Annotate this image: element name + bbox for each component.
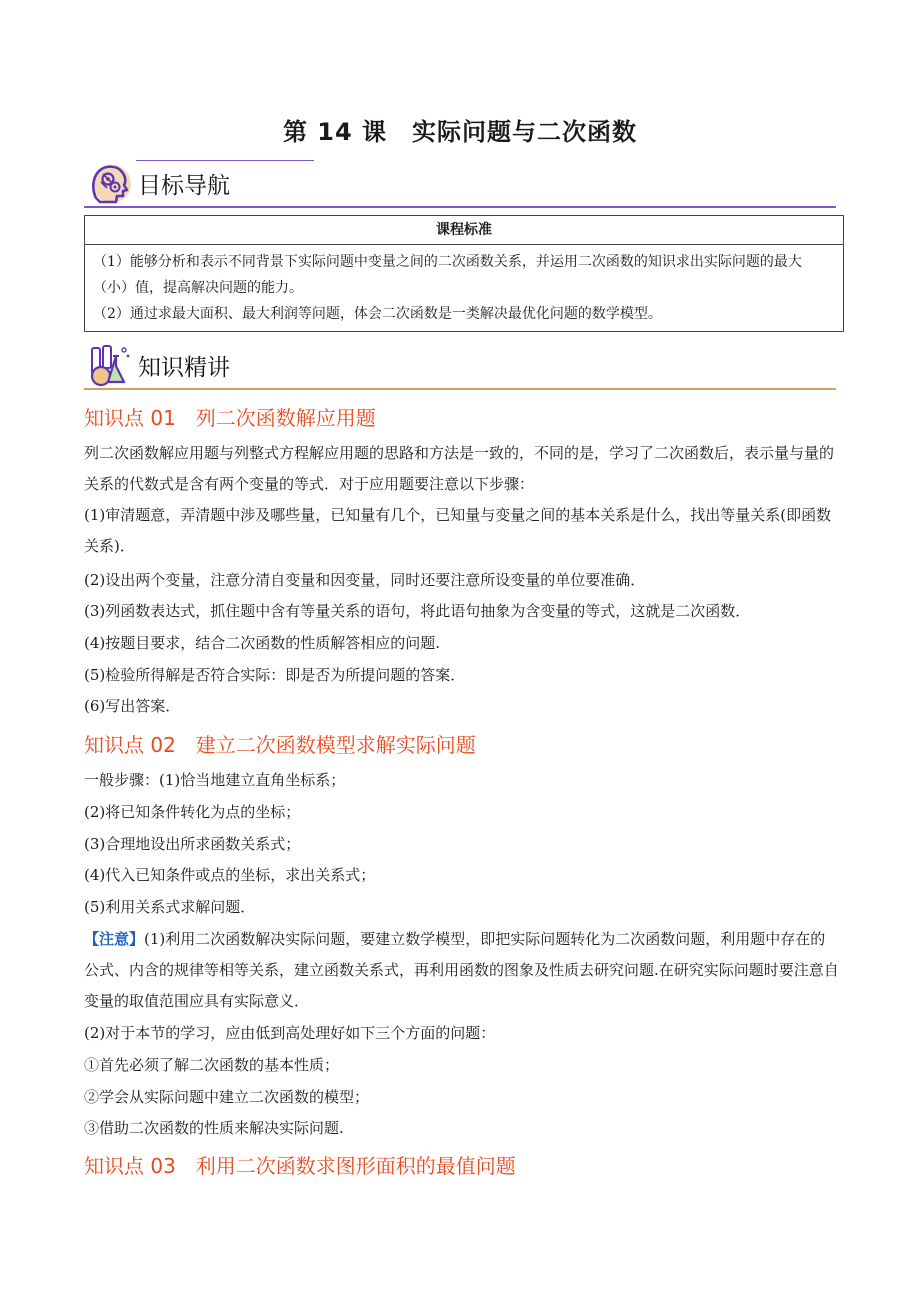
curriculum-standards-table: [84, 215, 844, 332]
kp2-note: [84, 924, 840, 1017]
header-rule: [84, 206, 836, 208]
kp1-step-6: (6)写出答案．: [84, 697, 181, 715]
standard-item-1: （1）能够分析和表示不同背景下实际问题中变量之间的二次函数关系，并运用二次函数的知识求出实际问题的最大（小）值，提高解决问题的能力。: [93, 254, 802, 296]
section-header-knowledge: [84, 340, 836, 390]
kp2-note-extra-4: ③借助二次函数的性质来解决实际问题.: [84, 1119, 344, 1137]
kp1-intro: 列二次函数解应用题与列整式方程解应用题的思路和方法是一致的，不同的是，学习了二次函数后，表示量与量的关系的代数式是含有两个变量的等式．对于应用题要注意以下步骤：: [84, 444, 835, 493]
kp1-step-2: (2)设出两个变量，注意分清自变量和因变量，同时还要注意所设变量的单位要准确．: [84, 571, 646, 589]
knowledge-point-03-title: 知识点 03 利用二次函数求图形面积的最值问题: [84, 1154, 516, 1178]
header-rule: [84, 388, 836, 390]
knowledge-point-01-title: 知识点 01 列二次函数解应用题: [84, 406, 376, 430]
head-gears-icon: [86, 160, 132, 206]
knowledge-point-02-title: 知识点 02 建立二次函数模型求解实际问题: [84, 733, 476, 757]
kp2-note-extra-3: ②学会从实际问题中建立二次函数的模型；: [84, 1088, 370, 1106]
kp2-step-3: (3)合理地设出所求函数关系式；: [84, 835, 301, 853]
kp1-step-3: (3)列函数表达式，抓住题中含有等量关系的语句，将此语句抽象为含变量的等式，这就是二次函数．: [84, 602, 751, 620]
note-text: (1)利用二次函数解决实际问题，要建立数学模型，即把实际问题转化为二次函数问题，利用题中存在的公式、内含的规律等相等关系，建立函数关系式，再利用函数的图象及性质去研究问题.在研究实际问题时要注意自变量的取值范围应具有实际意义．: [84, 930, 839, 1010]
kp2-step-2: (2)将已知条件转化为点的坐标；: [84, 803, 301, 821]
section-label-knowledge: 知识精讲: [138, 355, 230, 381]
kp2-step-4: (4)代入已知条件或点的坐标，求出关系式；: [84, 866, 376, 884]
kp1-step-4: (4)按题目要求，结合二次函数的性质解答相应的问题.: [84, 634, 441, 652]
section-header-goals: [84, 158, 836, 208]
kp1-step-1: (1)审清题意，弄清题中涉及哪些量，已知量有几个，已知量与变量之间的基本关系是什么，找出等量关系(即函数关系)．: [84, 506, 832, 555]
standard-item-2: （2）通过求最大面积、最大利润等问题，体会二次函数是一类解决最优化问题的数学模型。: [93, 306, 662, 322]
kp2-step-1: 一般步骤：(1)恰当地建立直角坐标系；: [84, 771, 346, 789]
kp2-note-extra-1: (2)对于本节的学习，应由低到高处理好如下三个方面的问题：: [84, 1024, 496, 1042]
section-label-goals: 目标导航: [138, 173, 230, 199]
note-tag: 【注意】: [84, 930, 145, 948]
table-header: 课程标准: [85, 216, 844, 245]
lab-flask-icon: [86, 342, 132, 388]
table-cell-standards: [85, 245, 844, 332]
kp2-note-extra-2: ①首先必须了解二次函数的基本性质；: [84, 1056, 340, 1074]
kp2-step-5: (5)利用关系式求解问题．: [84, 898, 256, 916]
page-title: 第 14 课 实际问题与二次函数: [282, 118, 638, 146]
header-topline: [136, 160, 314, 161]
kp1-step-5: (5)检验所得解是否符合实际：即是否为所提问题的答案．: [84, 666, 466, 684]
